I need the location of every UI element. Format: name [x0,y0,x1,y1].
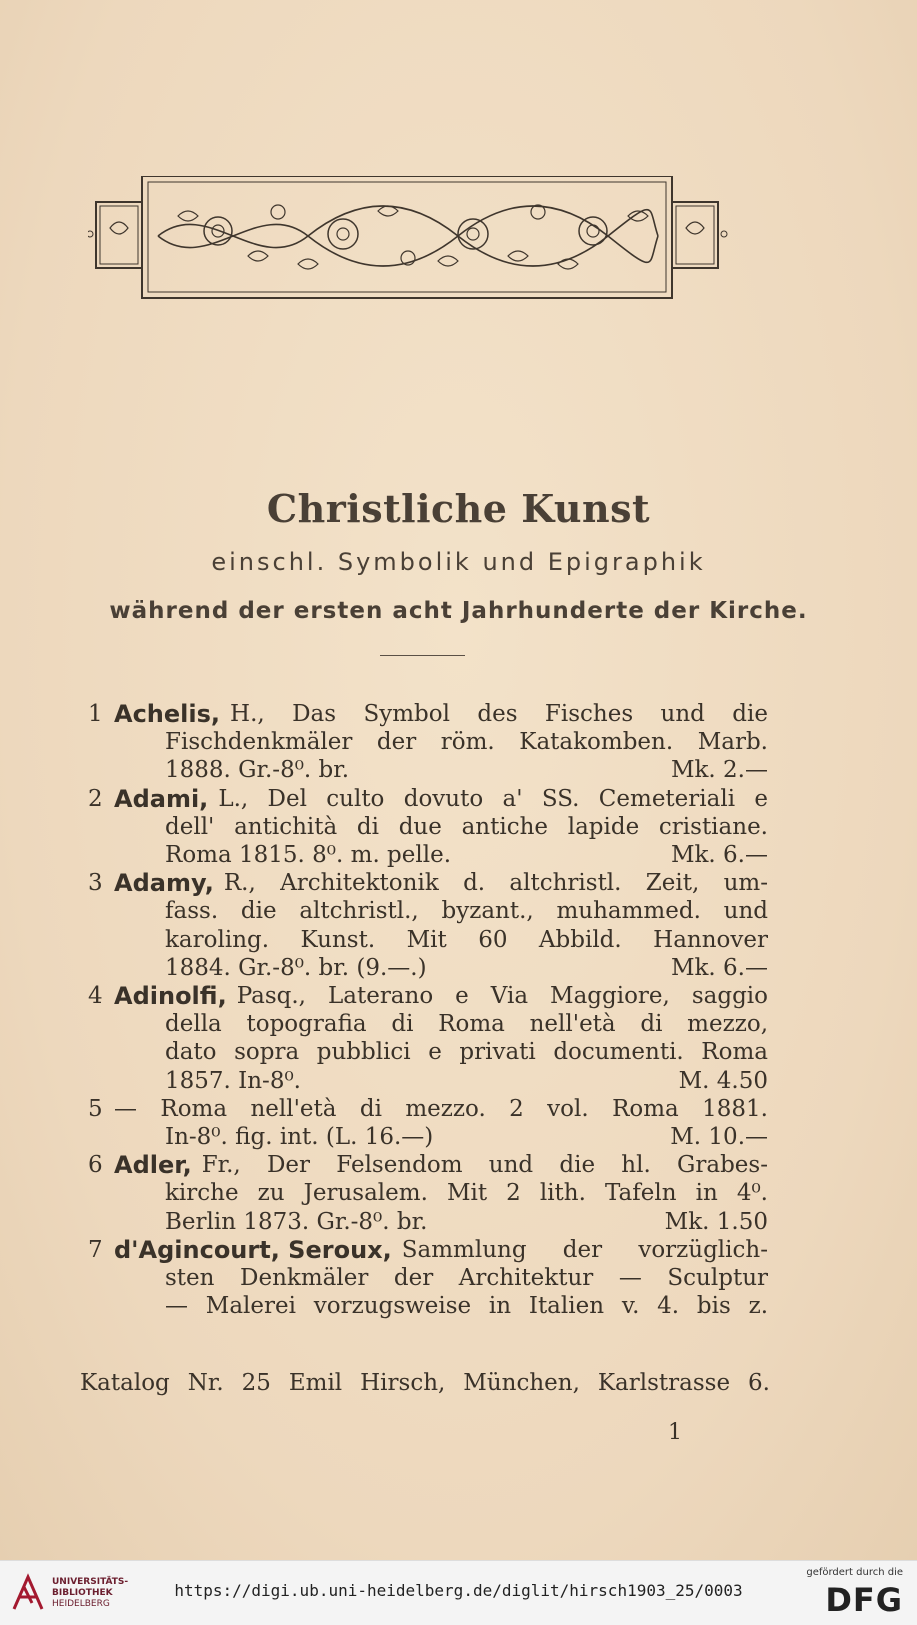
entry-line [88,756,768,784]
page-subtitle: einschl. Symbolik und Epigraphik [211,548,706,576]
entry-number: 6 [88,1152,103,1179]
entry-author: Adler, [114,1151,192,1180]
entry-line [88,1151,768,1179]
entry-price: Mk. 6.— [670,842,768,869]
viewer-footer-bar [0,1560,917,1625]
entry-text: 1857. In-8⁰. [165,1067,301,1094]
entry-author: Adami, [114,784,209,813]
catalog-footer-line: Katalog Nr. 25 Emil Hirsch, München, Karlstrasse 6. [80,1370,770,1396]
entry-text: 1888. Gr.-8⁰. br. [165,757,350,784]
entry-line [88,1010,768,1038]
entry-line [88,954,768,982]
entry-line [88,926,768,954]
entry-line [88,841,768,869]
divider-rule [380,655,465,656]
entry-author: Achelis, [114,700,221,728]
entry-price: Mk. 2.— [670,757,768,784]
entry-text: — Roma nell'età di mezzo. 2 vol. Roma 1881. [114,1095,768,1122]
entry-price: M. 4.50 [678,1067,768,1094]
catalog-entry [88,785,768,870]
entry-text: Pasq., Laterano e Via Maggiore, saggio [236,983,768,1010]
entry-text: karoling. Kunst. Mit 60 Abbild. Hannover [165,926,768,953]
catalog-entry [88,869,768,982]
entry-line [88,1208,768,1236]
entry-text: Fischdenkmäler der röm. Katakomben. Marb. [165,729,768,756]
entry-text: Fr., Der Felsendom und die hl. Grabes- [201,1152,768,1179]
entry-line [88,1236,768,1264]
catalog-entry [88,1151,768,1236]
entry-price: Mk. 1.50 [664,1208,768,1235]
entry-line [88,1123,768,1151]
entry-text: kirche zu Jerusalem. Mit 2 lith. Tafeln in 4⁰. [165,1180,768,1207]
entry-line [88,728,768,756]
entry-number: 3 [88,870,103,897]
catalog-entry [88,700,768,785]
entry-number: 5 [88,1095,103,1122]
entry-line [88,1038,768,1066]
document-url-link[interactable]: https://digi.ub.uni-heidelberg.de/diglit/hirsch1903_25/0003 [174,1581,743,1600]
page-number: 1 [668,1420,682,1445]
entry-text: dell' antichità di due antiche lapide cristiane. [165,813,768,840]
entry-text: fass. die altchristl., byzant., muhammed. und [165,898,768,925]
entry-author: Adamy, [114,869,214,898]
entry-text: Roma 1815. 8⁰. m. pelle. [165,842,452,869]
entry-line [88,897,768,925]
entry-line [88,1264,768,1292]
entry-text: H., Das Symbol des Fisches und die [230,701,768,727]
entry-line [88,1292,768,1320]
entry-text: — Malerei vorzugsweise in Italien v. 4. bis z. [165,1293,768,1320]
entry-line [88,869,768,897]
entry-number: 7 [88,1236,103,1263]
entry-text: Berlin 1873. Gr.-8⁰. br. [165,1208,428,1235]
catalog-entry [88,982,768,1095]
entry-author: d'Agincourt, Seroux, [114,1235,392,1264]
entry-text: 1884. Gr.-8⁰. br. (9.—.) [165,954,427,981]
entry-text: R., Architektonik d. altchristl. Zeit, um- [223,870,768,897]
library-name-line1: UNIVERSITÄTS- [52,1577,129,1587]
entry-line [88,700,768,728]
funding-caption: gefördert durch die [806,1567,903,1578]
catalog-entry [88,1095,768,1151]
entry-price: M. 10.— [670,1124,768,1151]
catalog-entry [88,1236,768,1321]
page-subtitle-secondary: während der ersten acht Jahrhunderte der Kirche. [109,598,808,624]
entry-text: L., Del culto dovuto a' SS. Cemeteriali e [218,785,768,812]
entry-line [88,785,768,813]
entry-price: Mk. 6.— [670,954,768,981]
entry-text: Sammlung der vorzüglich- [401,1236,768,1263]
entry-line [88,1067,768,1095]
entry-line [88,1179,768,1207]
entry-line [88,1095,768,1123]
entry-number: 1 [88,701,103,727]
entry-number: 4 [88,983,103,1010]
library-name-line3: HEIDELBERG [52,1599,110,1609]
entry-line [88,982,768,1010]
entry-line [88,813,768,841]
entry-text: In-8⁰. fig. int. (L. 16.—) [165,1124,434,1151]
entry-text: sten Denkmäler der Architektur — Sculptur [165,1265,768,1292]
entry-author: Adinolfi, [114,982,227,1011]
catalog-entries [88,700,768,1320]
page-title: Christliche Kunst [266,486,651,531]
dfg-logo: DFG [825,1581,903,1619]
library-name-line2: BIBLIOTHEK [52,1588,113,1598]
entry-text: dato sopra pubblici e privati documenti. Roma [165,1039,768,1066]
entry-number: 2 [88,785,103,812]
entry-text: della topografia di Roma nell'età di mezzo, [165,1011,768,1038]
floral-ornament-header [88,176,754,306]
